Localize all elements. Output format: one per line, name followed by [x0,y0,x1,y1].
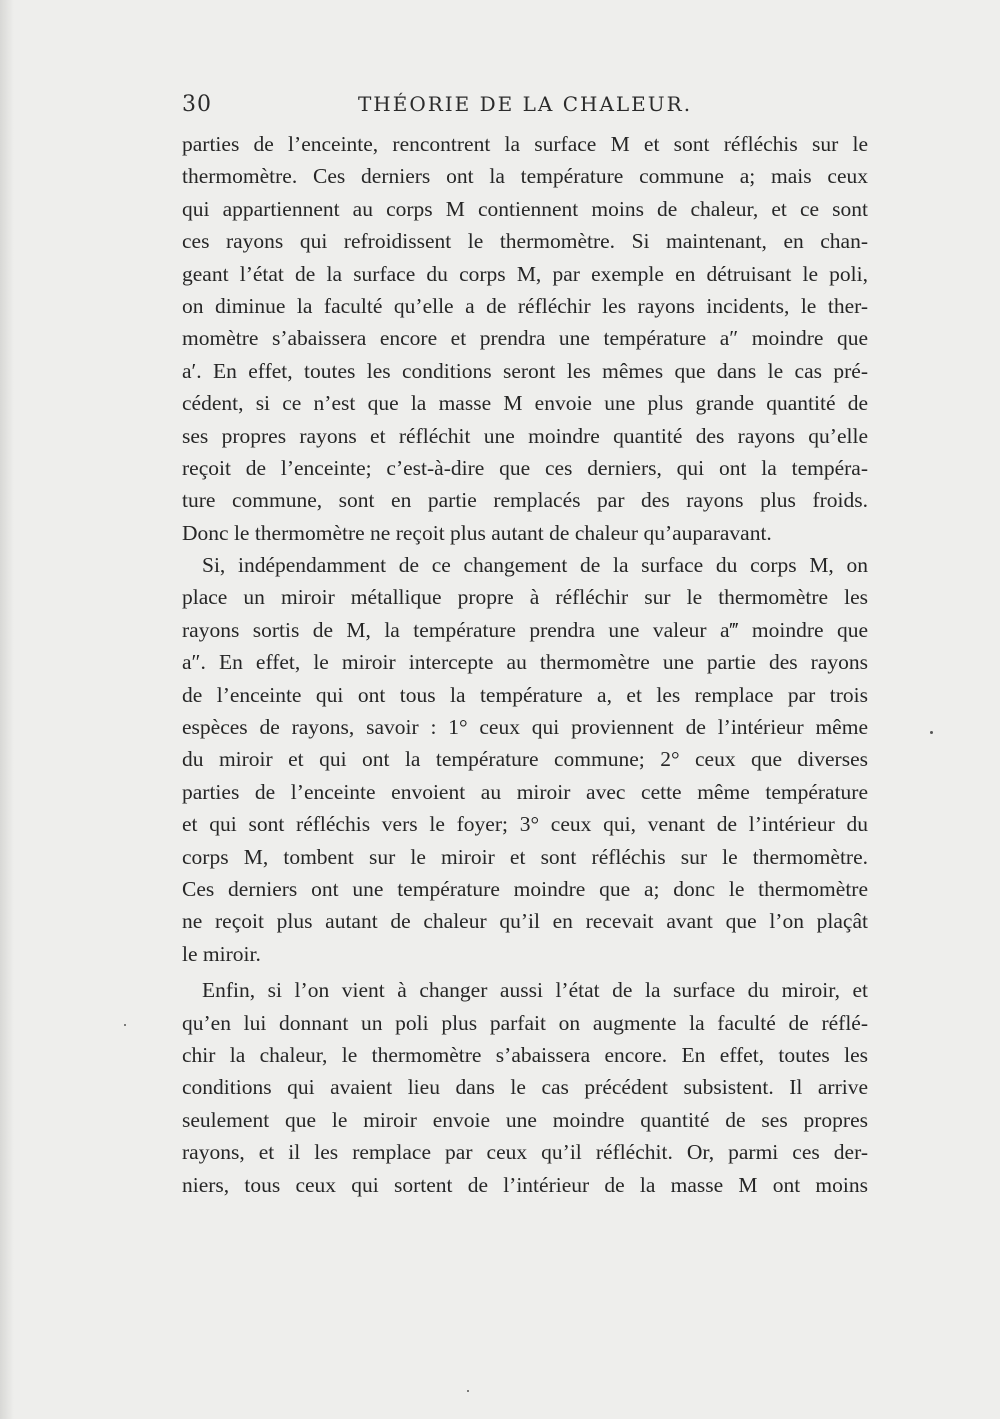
text-line: conditions qui avaient lieu dans le cas précédent subsistent. Il arrive [182,1075,868,1100]
paragraph-3 [182,974,868,1201]
text-line: du miroir et qui ont la température commune; 2° ceux que diverses [182,747,868,772]
text-line: niers, tous ceux qui sortent de l’intérieur de la masse M ont moins [182,1172,868,1197]
paper-speck [930,731,933,734]
text-line: chir la chaleur, le thermomètre s’abaissera encore. En effet, toutes les [182,1042,868,1067]
text-line: ture commune, sont en partie remplacés par des rayons plus froids. [182,488,868,513]
text-line: et qui sont réfléchis vers le foyer; 3° ceux qui, venant de l’intérieur du [182,812,868,837]
text-line: de l’enceinte qui ont tous la température a, et les remplace par trois [182,682,868,707]
text-line: on diminue la faculté qu’elle a de réfléchir les rayons incidents, le ther- [182,293,868,318]
text-line: cédent, si ce n’est que la masse M envoie une plus grande quantité de [182,391,868,416]
page-edge-shadow [0,0,14,1419]
text-line: qui appartiennent au corps M contiennent moins de chaleur, et ce sont [182,196,868,221]
text-line: parties de l’enceinte envoient au miroir avec cette même température [182,779,868,804]
text-line: Si, indépendamment de ce changement de la surface du corps M, on [202,553,868,578]
text-line: reçoit de l’enceinte; c’est-à-dire que ces derniers, qui ont la tempéra- [182,455,868,480]
text-line: thermomètre. Ces derniers ont la température commune a; mais ceux [182,164,868,189]
text-line: espèces de rayons, savoir : 1° ceux qui proviennent de l’intérieur même [182,715,868,740]
text-line: Ces derniers ont une température moindre que a; donc le thermomètre [182,876,868,901]
text-line: le miroir. [182,941,261,966]
text-line: seulement que le miroir envoie une moindre quantité de ses propres [182,1107,868,1132]
text-line: corps M, tombent sur le miroir et sont réfléchis sur le thermomètre. [182,844,868,869]
text-line: ces rayons qui refroidissent le thermomètre. Si maintenant, en chan- [182,229,868,254]
page-header [182,88,868,124]
paper-speck [467,1390,469,1392]
text-line: momètre s’abaissera encore et prendra une température a″ moindre que [182,326,868,351]
text-line: ne reçoit plus autant de chaleur qu’il en recevait avant que l’on plaçât [182,909,868,934]
paragraph-2 [182,549,868,970]
text-line: Donc le thermomètre ne reçoit plus autant de chaleur qu’auparavant. [182,520,772,545]
text-line: parties de l’enceinte, rencontrent la surface M et sont réfléchis sur le [182,132,868,156]
paper-speck [124,1024,126,1026]
text-line: rayons sortis de M, la température prendra une valeur a‴ moindre que [182,617,868,642]
text-line: a′. En effet, toutes les conditions seront les mêmes que dans le cas pré- [182,358,868,383]
text-line: ses propres rayons et réfléchit une moindre quantité des rayons qu’elle [182,423,868,448]
text-line: rayons, et il les remplace par ceux qu’il réfléchit. Or, parmi ces der- [182,1140,868,1165]
body-text [182,128,868,1201]
text-line: a″. En effet, le miroir intercepte au thermomètre une partie des rayons [182,650,868,675]
page-number: 30 [182,92,212,117]
text-line: place un miroir métallique propre à réfléchir sur le thermomètre les [182,585,868,610]
text-line: qu’en lui donnant un poli plus parfait on augmente la faculté de réflé- [182,1010,868,1035]
text-line: Enfin, si l’on vient à changer aussi l’état de la surface du miroir, et [202,978,868,1003]
running-title: THÉORIE DE LA CHALEUR. [357,92,693,116]
text-line: geant l’état de la surface du corps M, par exemple en détruisant le poli, [182,261,868,286]
paragraph-1 [182,128,868,549]
